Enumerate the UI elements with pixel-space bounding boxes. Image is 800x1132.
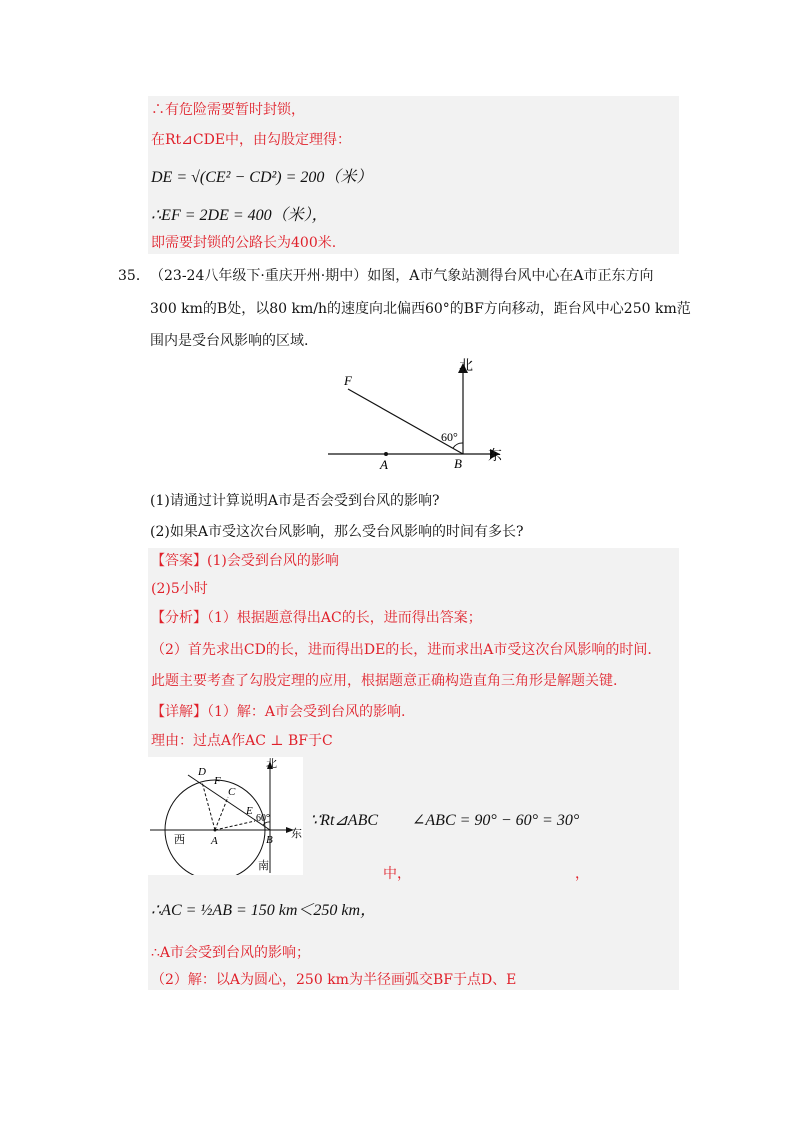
fig2-label-d: D: [198, 766, 206, 778]
detail-3b: ∠ABC = 90° − 60° = 30°: [412, 812, 580, 829]
detail-6: （2）解：以A为圆心，250 km为半径画弧交BF于点D、E: [151, 972, 517, 988]
detail-4: ∴AC = ½AB = 150 km＜250 km，: [151, 902, 377, 919]
fig1-angle-label: 60°: [441, 430, 458, 444]
fig2-east-label: 东: [291, 827, 302, 840]
question-text-2: 300 km的B处，以80 km/h的速度向北偏西60°的BF方向移动，距台风中心250 km范: [150, 301, 691, 317]
detail-3c: 中，: [383, 866, 411, 882]
fig2-label-c: C: [228, 786, 236, 798]
fig2-south-label: 南: [258, 859, 269, 872]
fig2-label-f: F: [214, 775, 221, 787]
fig1-north-label: 北: [459, 358, 473, 374]
fig1-label-b: B: [454, 456, 462, 471]
question-figure: [328, 355, 518, 475]
solution-line-1: ∴有危险需要暂时封锁，: [151, 102, 305, 118]
analysis-1: 【分析】（1）根据题意得出AC的长，进而得出答案；: [151, 610, 482, 626]
solution-figure: [148, 757, 303, 875]
solution-formula-de: DE = √(CE² − CD²) = 200（米）: [151, 169, 373, 186]
fig2-label-a: A: [211, 835, 218, 847]
detail-1: 【详解】（1）解：A市会受到台风的影响.: [151, 704, 406, 720]
solution-formula-ef: ∴EF = 2DE = 400（米），: [151, 207, 328, 224]
question-text-1: （23-24八年级下·重庆开州·期中）如图，A市气象站测得台风中心在A市正东方向: [150, 268, 654, 284]
solution-line-2: 在Rt⊿CDE中，由勾股定理得：: [151, 132, 352, 148]
detail-3d: ，: [575, 866, 589, 882]
fig1-label-a: A: [380, 457, 388, 472]
fig2-label-e: E: [246, 805, 253, 817]
analysis-3: 此题主要考查了勾股定理的应用，根据题意正确构造直角三角形是解题关键.: [151, 673, 618, 689]
question-sub-1: (1)请通过计算说明A市是否会受到台风的影响?: [150, 493, 440, 509]
fig2-west-label: 西: [174, 833, 185, 846]
answer-2: (2)5小时: [151, 581, 208, 597]
question-sub-2: (2)如果A市受这次台风影响，那么受台风影响的时间有多长?: [150, 524, 524, 540]
fig2-north-label: 北: [266, 757, 277, 770]
fig2-label-b: B: [266, 834, 273, 846]
detail-5: ∴A市会受到台风的影响；: [151, 945, 311, 961]
detail-2: 理由：过点A作AC ⊥ BF于C: [151, 733, 333, 749]
question-text-3: 围内是受台风影响的区域.: [150, 333, 309, 349]
solution-line-5: 即需要封锁的公路长为400米.: [151, 235, 337, 251]
analysis-2: （2）首先求出CD的长，进而得出DE的长，进而求出A市受这次台风影响的时间.: [151, 642, 652, 658]
question-number: 35．: [118, 268, 150, 284]
detail-3a: ∵Rt⊿ABC: [310, 812, 379, 829]
fig1-east-label: 东: [488, 448, 502, 464]
fig2-angle-label: 60°: [256, 813, 270, 824]
answer-1: 【答案】(1)会受到台风的影响: [151, 553, 339, 569]
fig1-label-f: F: [344, 373, 352, 388]
